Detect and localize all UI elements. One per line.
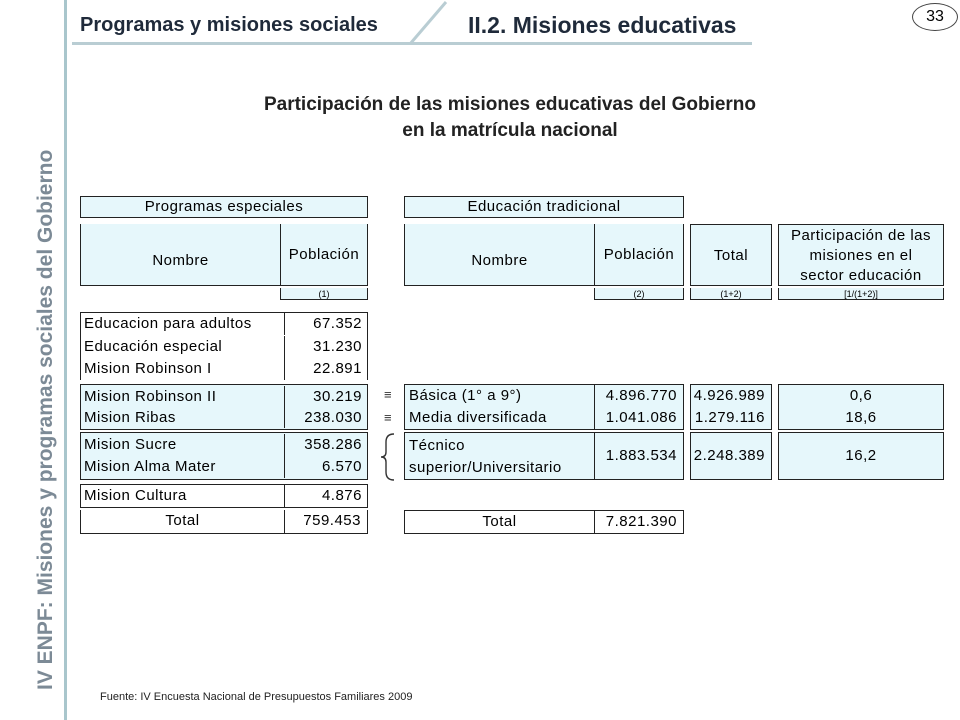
right-col-name: Nombre [404, 224, 594, 286]
right-total-label: Total [404, 510, 594, 534]
left-total-value: 759.453 [284, 510, 368, 534]
left-col-population: Población [280, 224, 368, 286]
table-row-name: Mision Sucre [84, 436, 177, 453]
note-share: [1/(1+2)] [778, 288, 944, 300]
right-group-header: Educación tradicional [404, 196, 684, 218]
table-row-share: 16,2 [778, 432, 944, 480]
table-row-population: 4.896.770 [594, 384, 684, 407]
table-row-name: Mision Alma Mater [84, 458, 216, 475]
right-note-population: (2) [594, 288, 684, 300]
source-note: Fuente: IV Encuesta Nacional de Presupuestos Familiares 2009 [100, 691, 413, 703]
table-row-total: 4.926.989 [690, 384, 772, 407]
table-row-name: Educacion para adultos [84, 315, 252, 332]
table-row-name: Mision Ribas [84, 409, 176, 426]
sidebar-vertical-title: IV ENPF: Misiones y programas sociales del Gobierno [34, 149, 57, 690]
col-total: Total [690, 224, 772, 286]
col-share-line-3: sector educación [800, 267, 922, 284]
sidebar-divider [64, 0, 67, 720]
page-number: 33 [912, 3, 958, 31]
left-col-name: Nombre [80, 224, 280, 286]
right-total-value: 7.821.390 [594, 510, 684, 534]
table-row-name: Mision Robinson I [84, 360, 212, 377]
table-row-value: 67.352 [284, 313, 368, 335]
row-name-line-1: Técnico [409, 437, 466, 454]
table-row-name: Básica (1° a 9°) [404, 384, 594, 407]
table-row-value: 31.230 [284, 336, 368, 358]
col-share-line-2: misiones en el [809, 247, 913, 264]
right-col-population: Población [594, 224, 684, 286]
table-row-value: 22.891 [284, 358, 368, 380]
row-name-line-2: superior/Universitario [409, 459, 562, 476]
table-row-value: 358.286 [284, 434, 368, 456]
table-row-name: Educación especial [84, 338, 223, 355]
col-share [778, 224, 944, 286]
table-row-share: 18,6 [778, 407, 944, 430]
table-row-population: 1.041.086 [594, 407, 684, 430]
header-subsection: II.2. Misiones educativas [468, 12, 737, 38]
left-group-header: Programas especiales [80, 196, 368, 218]
header-slash-divider [400, 0, 460, 46]
table-row-name [404, 432, 594, 480]
page-title [140, 92, 880, 144]
equivalence-mark: ≡ [384, 387, 392, 402]
left-total-label: Total [80, 510, 284, 534]
title-line-2: en la matrícula nacional [402, 120, 618, 141]
left-note-population: (1) [280, 288, 368, 300]
table-row-value: 238.030 [284, 407, 368, 428]
header-section: Programas y misiones sociales [80, 14, 378, 36]
equivalence-mark: ≡ [384, 410, 392, 425]
header-underline [72, 42, 752, 45]
table-row-name: Media diversificada [404, 407, 594, 430]
note-total: (1+2) [690, 288, 772, 300]
table-row-name: Mision Robinson II [84, 388, 217, 405]
table-row-total: 1.279.116 [690, 407, 772, 430]
table-row-population: 1.883.534 [594, 432, 684, 480]
table-row-name: Mision Cultura [84, 487, 187, 504]
table-row-value: 30.219 [284, 386, 368, 407]
col-share-line-1: Participación de las [790, 227, 932, 244]
title-line-1: Participación de las misiones educativas del Gobierno [263, 94, 757, 115]
table-row-value: 6.570 [284, 456, 368, 478]
table-row-value: 4.876 [284, 485, 368, 507]
table-row-share: 0,6 [778, 384, 944, 407]
table-row-total: 2.248.389 [690, 432, 772, 480]
brace-icon [378, 432, 400, 482]
